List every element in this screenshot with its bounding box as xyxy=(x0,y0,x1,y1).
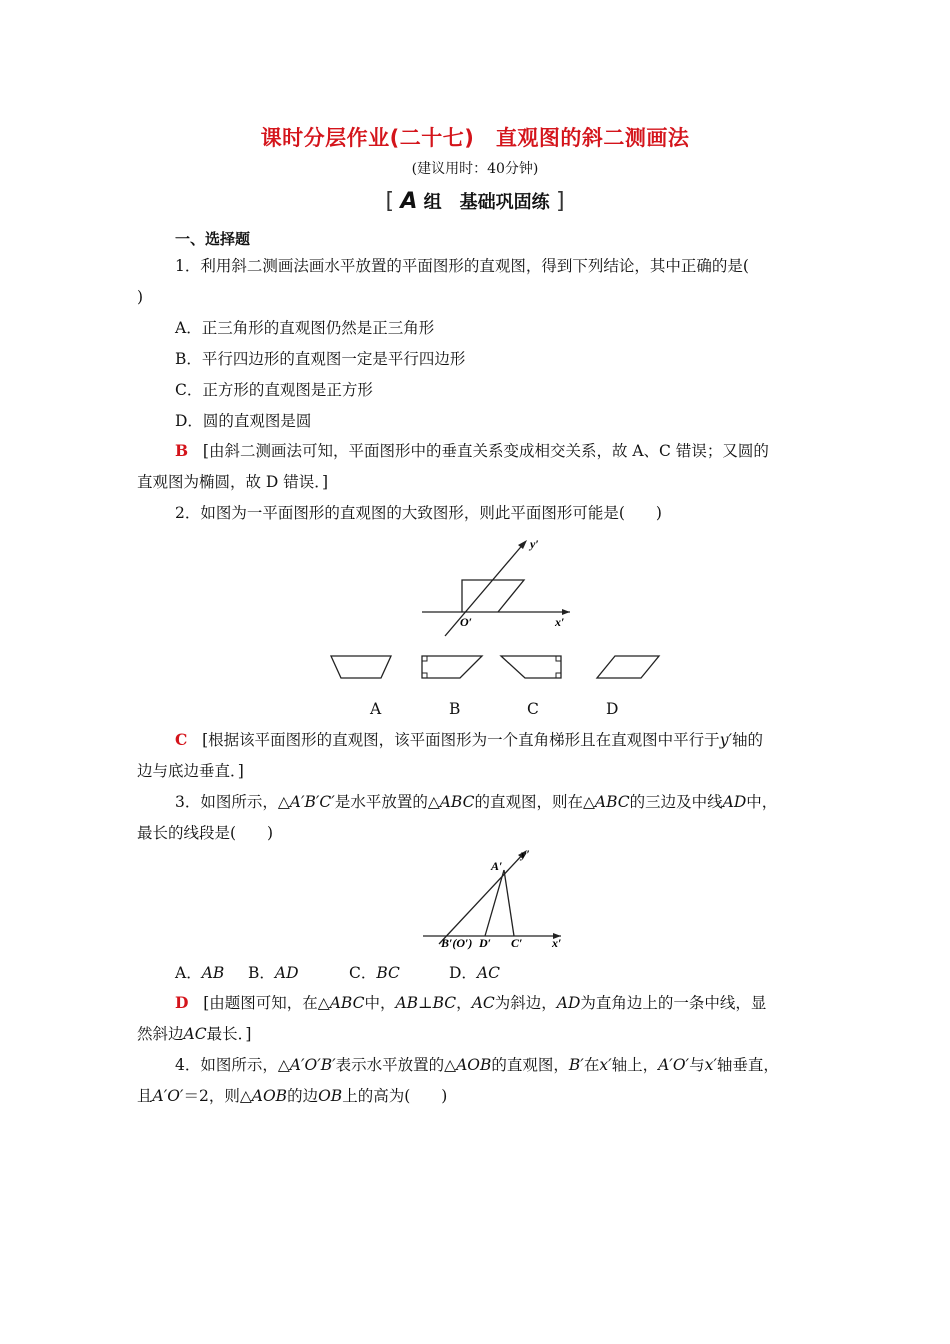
q3-option-value: AC xyxy=(476,964,500,982)
q2-answer: C xyxy=(175,730,188,749)
q1-explanation-line2: 直观图为椭圆，故 D 错误．] xyxy=(137,473,329,491)
q3-stem-text: 的三边及中线 xyxy=(629,793,723,811)
q3-expl-text: 中， xyxy=(364,994,396,1012)
q3-expl-var: AC xyxy=(471,994,495,1012)
origin-label: O′ xyxy=(460,615,473,629)
q1-option-c: C．正方形的直观图是正方形 xyxy=(175,381,373,399)
point-c-label: C′ xyxy=(511,936,523,950)
q2-explanation-line1 xyxy=(175,730,763,750)
q3-answer: D xyxy=(175,993,189,1012)
q1-stem-line2: ) xyxy=(137,288,144,306)
q2-expl-yaxis: y′ xyxy=(719,731,732,749)
choice-b-right-angle-bottom xyxy=(422,673,427,678)
section-heading: 一、选择题 xyxy=(175,230,251,248)
q3-figure xyxy=(415,846,575,954)
q3-expl-var: AD xyxy=(556,994,581,1012)
x-axis-label: x′ xyxy=(552,936,562,950)
q4-var: AOB xyxy=(251,1087,288,1105)
choice-b-shape xyxy=(422,656,482,678)
q4-stem-line2 xyxy=(137,1086,447,1106)
q3-option-letter: D． xyxy=(449,964,477,982)
choice-d-shape xyxy=(597,656,659,678)
q3-expl-var: BC xyxy=(432,994,457,1012)
q4-text: 在 xyxy=(583,1056,600,1074)
q3-expl-text: 最长．] xyxy=(206,1025,252,1043)
q3-expl-var: ABC xyxy=(329,994,365,1012)
q4-var: A′O′ xyxy=(658,1056,690,1074)
q1-explanation-line1 xyxy=(175,441,769,461)
group-name: 组 基础巩固练 xyxy=(423,192,550,213)
q4-text: 轴上， xyxy=(611,1056,659,1074)
q4-text: 的边 xyxy=(287,1087,319,1105)
group-header xyxy=(0,188,950,214)
q3-expl-text: [由题图可知，在△ xyxy=(203,994,330,1012)
q3-stem-line1 xyxy=(175,792,777,812)
q4-var: A′O′ xyxy=(152,1087,184,1105)
q3-expl-text: 然斜边 xyxy=(137,1025,184,1043)
q3-expl-var: AC xyxy=(183,1025,207,1043)
q2-choice-shapes xyxy=(325,650,665,686)
q3-stem-var: ABC xyxy=(439,793,475,811)
q3-option-b xyxy=(248,963,299,983)
q1-stem-line1: 1．利用斜二测画法画水平放置的平面图形的直观图，得到下列结论，其中正确的是( xyxy=(175,257,749,275)
y-axis xyxy=(445,542,525,636)
q4-text: 上的高为( ) xyxy=(342,1087,448,1105)
q3-stem-text: 的直观图，则在△ xyxy=(474,793,595,811)
q3-option-d xyxy=(449,963,500,983)
q4-text: 4．如图所示，△ xyxy=(175,1056,290,1074)
q1-option-a: A．正三角形的直观图仍然是正三角形 xyxy=(175,319,435,337)
y-axis-label: y′ xyxy=(530,537,539,551)
choice-c-right-angle-bottom xyxy=(556,673,561,678)
segment-a-c xyxy=(504,870,514,936)
q4-text: ＝2，则△ xyxy=(183,1087,252,1105)
q4-text: 与 xyxy=(689,1056,705,1074)
q3-expl-text: ， xyxy=(456,994,472,1012)
segment-a-d xyxy=(485,870,504,936)
q3-expl-var: AB xyxy=(395,994,419,1012)
q3-option-value: BC xyxy=(376,964,400,982)
point-d-label: D′ xyxy=(479,936,492,950)
q2-stem: 2．如图为一平面图形的直观图的大致图形，则此平面图形可能是( ) xyxy=(175,504,662,522)
choice-c-right-angle-top xyxy=(556,656,561,661)
q1-option-b: B．平行四边形的直观图一定是平行四边形 xyxy=(175,350,466,368)
q4-text: 表示水平放置的△ xyxy=(335,1056,457,1074)
group-letter: A xyxy=(400,189,418,214)
q3-explanation-line2 xyxy=(137,1024,251,1044)
q4-var: x′ xyxy=(599,1056,612,1074)
choice-b-right-angle-top xyxy=(422,656,427,661)
q3-stem-line2: 最长的线段是( ) xyxy=(137,824,274,842)
q4-var: OB xyxy=(318,1087,343,1105)
q1-option-d: D．圆的直观图是圆 xyxy=(175,412,312,430)
q3-option-letter: B． xyxy=(248,964,275,982)
q4-var: B′ xyxy=(568,1056,584,1074)
q3-option-c xyxy=(349,963,400,983)
q2-expl-text-c: 轴的 xyxy=(731,731,763,749)
q3-stem-text: 是水平放置的△ xyxy=(334,793,440,811)
q2-choice-d-label: D xyxy=(606,700,619,718)
q3-stem-text: 3．如图所示，△ xyxy=(175,793,290,811)
q2-choice-b-label: B xyxy=(449,700,461,718)
q4-stem-line1 xyxy=(175,1055,779,1075)
q3-expl-text: ⊥ xyxy=(418,994,433,1012)
point-b-o-label: B′(O′) xyxy=(441,936,473,950)
y-axis xyxy=(439,852,525,944)
q4-text: 且 xyxy=(137,1087,153,1105)
choice-c-shape xyxy=(501,656,561,678)
q2-figure xyxy=(410,530,590,640)
trapezoid-outline xyxy=(462,580,524,612)
q3-stem-var: A′B′C′ xyxy=(289,793,335,811)
q2-choice-a-label: A xyxy=(370,700,382,718)
x-axis-label: x′ xyxy=(555,615,565,629)
q3-option-a xyxy=(175,963,224,983)
q3-option-letter: C． xyxy=(349,964,377,982)
q3-stem-var: ABC xyxy=(594,793,630,811)
choice-a-shape xyxy=(331,656,391,678)
q2-expl-text-a: [根据该平面图形的直观图，该平面图形为一个直角梯形且在直观图中平行于 xyxy=(202,731,720,749)
q3-option-letter: A． xyxy=(175,964,202,982)
q3-stem-text: 中， xyxy=(746,793,778,811)
q3-expl-text: 为直角边上的一条中线，显 xyxy=(580,994,767,1012)
q4-var: AOB xyxy=(456,1056,492,1074)
q1-expl-text: [由斜二测画法可知，平面图形中的垂直关系变成相交关系，故 A、C 错误；又圆的 xyxy=(202,442,769,460)
group-open-bracket: [ xyxy=(385,189,395,214)
q3-option-value: AD xyxy=(274,964,299,982)
q3-expl-text: 为斜边， xyxy=(494,994,557,1012)
y-axis-label: y′ xyxy=(521,847,530,861)
q3-explanation-line1 xyxy=(175,993,766,1013)
suggested-time: (建议用时：40分钟) xyxy=(411,161,539,177)
point-a-label: A′ xyxy=(491,859,503,873)
q4-text: 轴垂直， xyxy=(716,1056,779,1074)
group-close-bracket: ] xyxy=(555,189,565,214)
page-title: 课时分层作业(二十七) 直观图的斜二测画法 xyxy=(260,126,690,150)
q3-stem-var: AD xyxy=(722,793,747,811)
q4-text: 的直观图， xyxy=(491,1056,569,1074)
q4-var: A′O′B′ xyxy=(289,1056,336,1074)
q3-option-value: AB xyxy=(201,964,225,982)
q2-choice-c-label: C xyxy=(527,700,539,718)
q1-answer: B xyxy=(175,441,189,460)
q4-var: x′ xyxy=(704,1056,717,1074)
q2-explanation-line2: 边与底边垂直．] xyxy=(137,762,244,780)
